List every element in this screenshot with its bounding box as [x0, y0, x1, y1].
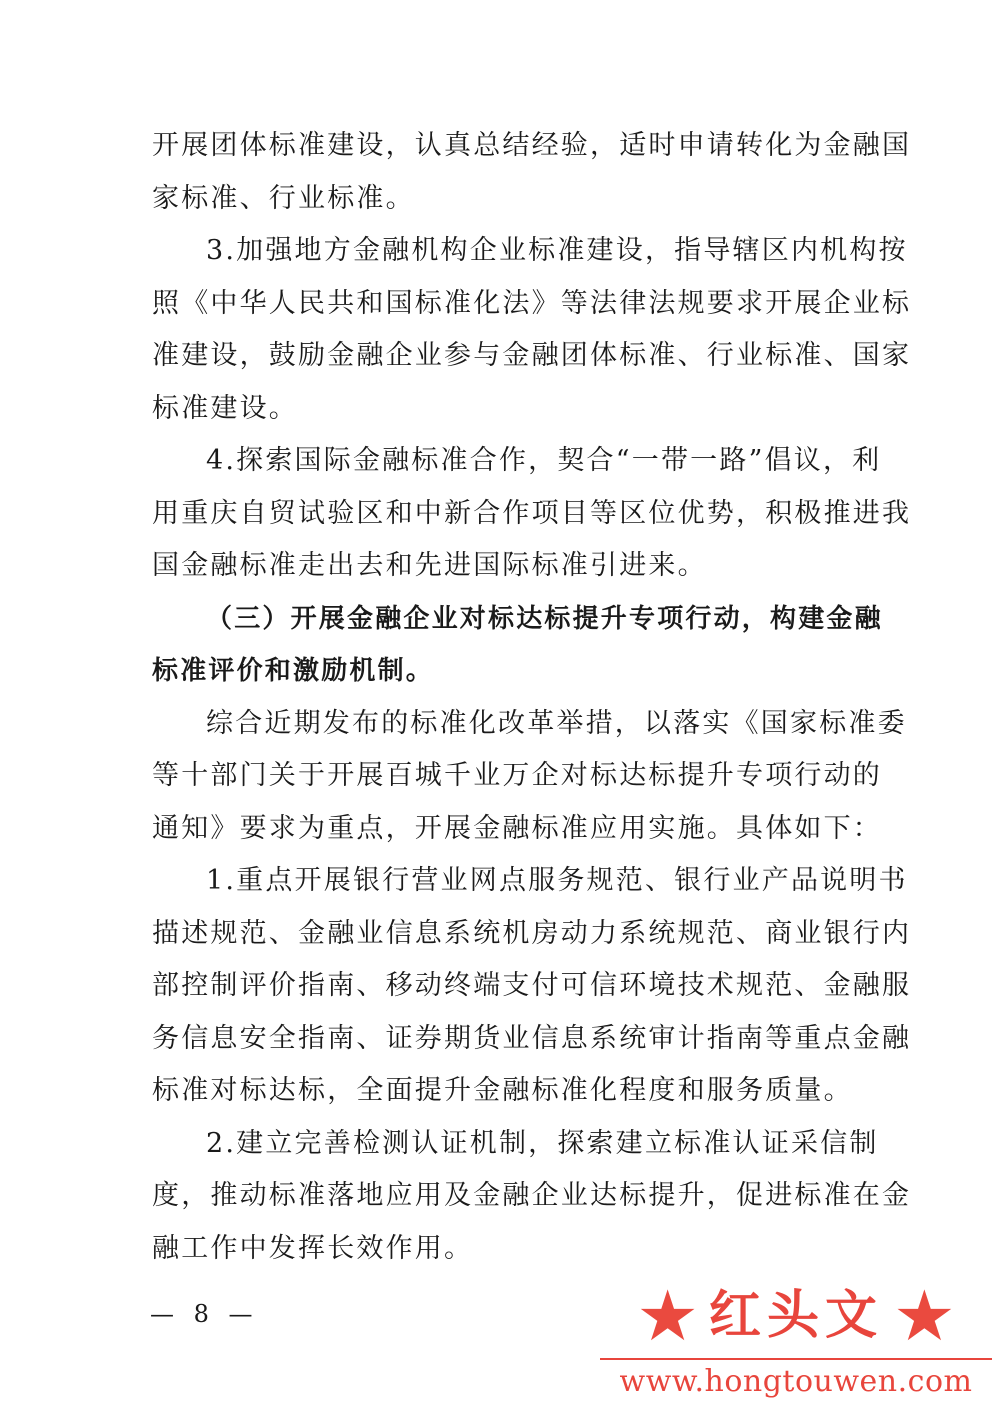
paragraph-line: 用重庆自贸试验区和中新合作项目等区位优势，积极推进我 [152, 497, 912, 529]
paragraph-line: 度，推动标准落地应用及金融企业达标提升，促进标准在金 [152, 1180, 912, 1211]
star-icon: ★ [636, 1275, 699, 1357]
watermark-url: www.hongtouwen.com [619, 1364, 973, 1399]
watermark-title: 红头文 [708, 1286, 883, 1346]
page-number: — 8 — [150, 1300, 259, 1328]
watermark-banner [600, 1275, 992, 1357]
paragraph-line: 通知》要求为重点，开展金融标准应用实施。具体如下： [152, 812, 882, 844]
paragraph-line: 融工作中发挥长效作用。 [152, 1232, 474, 1264]
paragraph-line: 部控制评价指南、移动终端支付可信环境技术规范、金融服 [152, 970, 912, 1001]
paragraph-line: 4.探索国际金融标准合作，契合“一带一路”倡议，利 [206, 445, 882, 476]
paragraph-line: 描述规范、金融业信息系统机房动力系统规范、商业银行内 [152, 917, 912, 949]
paragraph-line: 家标准、行业标准。 [152, 182, 415, 214]
paragraph-line: 等十部门关于开展百城千业万企对标达标提升专项行动的 [152, 760, 882, 791]
paragraph-line: 照《中华人民共和国标准化法》等法律法规要求开展企业标 [152, 287, 912, 319]
watermark [600, 1275, 992, 1403]
section-heading-line: （三）开展金融企业对标达标提升专项行动，构建金融 [206, 603, 883, 634]
section-heading-line: 标准评价和激励机制。 [152, 656, 435, 686]
paragraph-line: 2.建立完善检测认证机制，探索建立标准认证采信制 [206, 1127, 879, 1159]
watermark-divider [600, 1358, 992, 1360]
paragraph-line: 1.重点开展银行营业网点服务规范、银行业产品说明书 [206, 865, 908, 896]
paragraph-line: 国金融标准走出去和先进国际标准引进来。 [152, 550, 707, 581]
paragraph-line: 标准建设。 [152, 392, 298, 424]
paragraph-line: 3.加强地方金融机构企业标准建设，指导辖区内机构按 [206, 235, 908, 266]
paragraph-line: 综合近期发布的标准化改革举措，以落实《国家标准委 [206, 707, 907, 739]
paragraph-line: 务信息安全指南、证券期货业信息系统审计指南等重点金融 [152, 1022, 912, 1054]
document-body [152, 120, 912, 1275]
paragraph-line: 准建设，鼓励金融企业参与金融团体标准、行业标准、国家 [152, 340, 912, 371]
paragraph-line: 标准对标达标，全面提升金融标准化程度和服务质量。 [152, 1075, 853, 1106]
star-icon: ★ [893, 1275, 956, 1357]
paragraph-line: 开展团体标准建设，认真总结经验，适时申请转化为金融国 [152, 130, 912, 161]
